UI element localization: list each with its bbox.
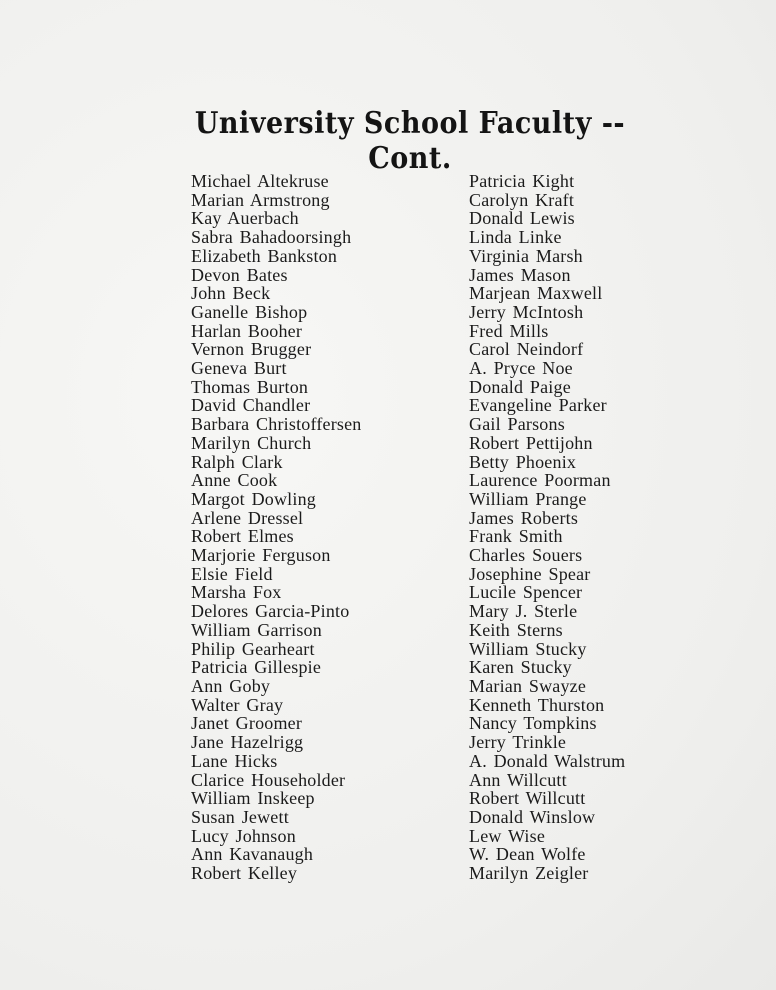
faculty-name: Marsha Fox (191, 582, 282, 603)
faculty-name: Linda Linke (469, 227, 562, 248)
faculty-name: W. Dean Wolfe (469, 844, 586, 865)
faculty-name: William Prange (469, 488, 587, 509)
faculty-name: Anne Cook (191, 470, 278, 491)
faculty-name: Evangeline Parker (469, 395, 607, 416)
faculty-name: Marian Armstrong (191, 189, 330, 210)
faculty-name: Marjorie Ferguson (191, 545, 331, 566)
faculty-name: Kay Auerbach (191, 208, 299, 229)
faculty-name: Sabra Bahadoorsingh (191, 227, 352, 248)
faculty-name: Arlene Dressel (191, 507, 304, 528)
faculty-name: Robert Elmes (191, 526, 294, 547)
faculty-name: Josephine Spear (469, 563, 591, 584)
faculty-list-left (191, 172, 362, 883)
faculty-name: Barbara Christoffersen (191, 414, 362, 435)
page-title: University School Faculty -- Cont. (194, 106, 626, 176)
faculty-name: Delores Garcia-Pinto (191, 601, 350, 622)
faculty-name: Betty Phoenix (469, 451, 577, 472)
faculty-name: Thomas Burton (191, 376, 309, 397)
faculty-name: Virginia Marsh (469, 245, 583, 266)
faculty-name: Patricia Gillespie (191, 657, 322, 678)
faculty-name: Ann Goby (191, 675, 271, 696)
faculty-name: Ann Willcutt (469, 769, 567, 790)
faculty-name: Jerry Trinkle (469, 732, 567, 753)
faculty-name: Patricia Kight (469, 171, 575, 191)
faculty-name: Lane Hicks (191, 750, 278, 771)
faculty-name: Charles Souers (469, 545, 583, 566)
faculty-name: Robert Pettijohn (469, 432, 593, 453)
faculty-name: Philip Gearheart (191, 638, 315, 659)
faculty-name: Lew Wise (469, 825, 546, 846)
faculty-list-right (469, 172, 625, 883)
faculty-name: Marjean Maxwell (469, 283, 603, 304)
faculty-name: Gail Parsons (469, 414, 565, 435)
faculty-name: A. Pryce Noe (469, 358, 573, 379)
faculty-name: Nancy Tompkins (469, 713, 597, 734)
faculty-name: Donald Lewis (469, 208, 575, 229)
faculty-name: Ganelle Bishop (191, 301, 308, 322)
faculty-name: A. Donald Walstrum (469, 750, 626, 771)
faculty-name: Harlan Booher (191, 320, 303, 341)
faculty-name: Michael Altekruse (191, 171, 329, 191)
faculty-name: Donald Paige (469, 376, 571, 397)
faculty-name: Carol Neindorf (469, 339, 584, 360)
faculty-name: Laurence Poorman (469, 470, 611, 491)
faculty-name: Margot Dowling (191, 488, 316, 509)
faculty-name: Jane Hazelrigg (191, 732, 304, 753)
faculty-name: William Stucky (469, 638, 587, 659)
faculty-name: Marilyn Zeigler (469, 863, 589, 884)
faculty-name: Susan Jewett (191, 806, 289, 827)
faculty-name: Mary J. Sterle (469, 601, 578, 622)
faculty-name: James Mason (469, 264, 571, 285)
faculty-name: Clarice Householder (191, 769, 346, 790)
faculty-name: James Roberts (469, 507, 579, 528)
faculty-name: David Chandler (191, 395, 311, 416)
faculty-name: Elsie Field (191, 563, 273, 584)
faculty-name: Keith Sterns (469, 619, 563, 640)
faculty-name: Carolyn Kraft (469, 189, 575, 210)
faculty-name: Fred Mills (469, 320, 549, 341)
faculty-name: Kenneth Thurston (469, 694, 605, 715)
faculty-name: Karen Stucky (469, 657, 572, 678)
faculty-name: Elizabeth Bankston (191, 245, 338, 266)
faculty-name: William Garrison (191, 619, 322, 640)
faculty-name: Marian Swayze (469, 675, 587, 696)
faculty-name: Ralph Clark (191, 451, 283, 472)
faculty-name: Lucile Spencer (469, 582, 583, 603)
faculty-name: John Beck (191, 283, 271, 304)
faculty-name: Jerry McIntosh (469, 301, 584, 322)
faculty-name: Ann Kavanaugh (191, 844, 314, 865)
faculty-name: William Inskeep (191, 788, 315, 809)
faculty-name: Robert Kelley (191, 863, 298, 884)
faculty-name: Robert Willcutt (469, 788, 586, 809)
faculty-name: Lucy Johnson (191, 825, 296, 846)
faculty-name: Frank Smith (469, 526, 563, 547)
faculty-name: Vernon Brugger (191, 339, 312, 360)
faculty-name: Janet Groomer (191, 713, 303, 734)
faculty-name: Devon Bates (191, 264, 288, 285)
faculty-name: Geneva Burt (191, 358, 287, 379)
faculty-name: Walter Gray (191, 694, 284, 715)
faculty-name: Marilyn Church (191, 432, 312, 453)
faculty-name: Donald Winslow (469, 806, 596, 827)
